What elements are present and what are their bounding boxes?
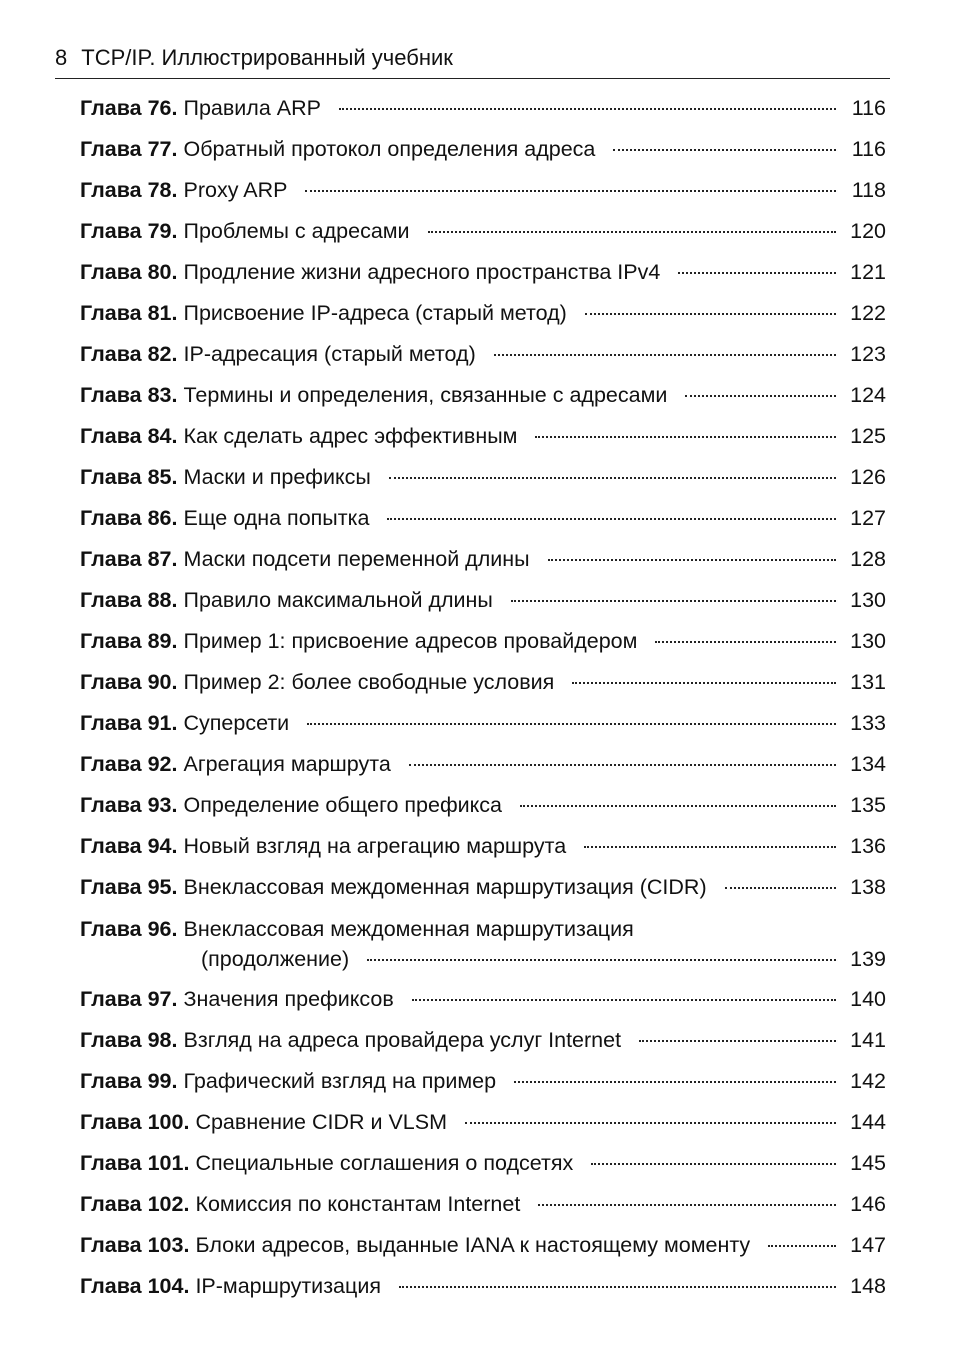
- chapter-title: Термины и определения, связанные с адресами: [183, 383, 668, 407]
- dot-leader: [412, 999, 836, 1001]
- chapter-title: IP-адресация (старый метод): [183, 342, 476, 366]
- chapter-title: Правило максимальной длины: [183, 588, 493, 612]
- chapter-title: Графический взгляд на пример: [183, 1069, 497, 1093]
- chapter-page-number: 131: [850, 670, 886, 694]
- toc-entry[interactable]: [80, 826, 886, 867]
- chapter-label: Глава 102.: [80, 1192, 190, 1216]
- chapter-page-number: 116: [851, 96, 886, 120]
- dot-leader: [572, 682, 836, 684]
- dot-leader: [465, 1122, 836, 1124]
- chapter-title: Как сделать адрес эффективным: [183, 424, 518, 448]
- dot-leader: [511, 600, 836, 602]
- dot-leader: [339, 108, 836, 110]
- toc-entry[interactable]: [80, 334, 886, 375]
- chapter-title-continued: (продолжение): [201, 947, 350, 971]
- chapter-page-number: 126: [850, 465, 886, 489]
- chapter-title: Правила ARP: [183, 96, 321, 120]
- chapter-page-number: 120: [850, 219, 886, 243]
- toc-entry[interactable]: [80, 375, 886, 416]
- chapter-label: Глава 87.: [80, 547, 178, 571]
- chapter-label: Глава 97.: [80, 987, 178, 1011]
- chapter-label: Глава 100.: [80, 1110, 190, 1134]
- chapter-label: Глава 90.: [80, 670, 178, 694]
- chapter-page-number: 144: [850, 1110, 886, 1134]
- dot-leader: [685, 395, 836, 397]
- chapter-title: Продление жизни адресного пространства IPv4: [183, 260, 661, 284]
- chapter-title: Комиссия по константам Internet: [195, 1192, 521, 1216]
- dot-leader: [387, 518, 836, 520]
- chapter-label: Глава 96.: [80, 917, 178, 941]
- chapter-title: Значения префиксов: [183, 987, 394, 1011]
- chapter-page-number: 141: [850, 1028, 886, 1052]
- chapter-title: Новый взгляд на агрегацию маршрута: [183, 834, 567, 858]
- chapter-label: Глава 104.: [80, 1274, 190, 1298]
- toc-entry[interactable]: [80, 1143, 886, 1184]
- chapter-label: Глава 99.: [80, 1069, 178, 1093]
- chapter-title: Внеклассовая междоменная маршрутизация: [183, 917, 634, 941]
- chapter-title: Специальные соглашения о подсетях: [195, 1151, 574, 1175]
- toc-entry[interactable]: [80, 1225, 886, 1266]
- dot-leader: [399, 1286, 836, 1288]
- toc-entry[interactable]: [80, 1102, 886, 1143]
- chapter-label: Глава 78.: [80, 178, 178, 202]
- toc-entry[interactable]: [80, 498, 886, 539]
- chapter-title: Маски и префиксы: [183, 465, 371, 489]
- chapter-label: Глава 93.: [80, 793, 178, 817]
- toc-entry[interactable]: [80, 1266, 886, 1307]
- chapter-page-number: 122: [850, 301, 886, 325]
- dot-leader: [494, 354, 836, 356]
- dot-leader: [591, 1163, 836, 1165]
- dot-leader: [367, 959, 836, 961]
- chapter-page-number: 125: [850, 424, 886, 448]
- toc-entry[interactable]: [80, 211, 886, 252]
- chapter-title: Присвоение IP-адреса (старый метод): [183, 301, 567, 325]
- chapter-page-number: 124: [850, 383, 886, 407]
- chapter-label: Глава 95.: [80, 875, 178, 899]
- table-of-contents: [80, 88, 886, 1307]
- chapter-title: Определение общего префикса: [183, 793, 503, 817]
- chapter-page-number: 146: [850, 1192, 886, 1216]
- toc-entry[interactable]: [80, 1184, 886, 1225]
- toc-entry[interactable]: [80, 908, 886, 979]
- chapter-label: Глава 103.: [80, 1233, 190, 1257]
- toc-entry[interactable]: [80, 88, 886, 129]
- toc-entry[interactable]: [80, 457, 886, 498]
- chapter-page-number: 127: [850, 506, 886, 530]
- chapter-page-number: 130: [850, 629, 886, 653]
- chapter-title: IP-маршрутизация: [195, 1274, 381, 1298]
- running-header: [55, 38, 890, 79]
- toc-entry[interactable]: [80, 744, 886, 785]
- chapter-page-number: 136: [850, 834, 886, 858]
- chapter-page-number: 148: [850, 1274, 886, 1298]
- dot-leader: [678, 272, 836, 274]
- chapter-label: Глава 80.: [80, 260, 178, 284]
- chapter-title: Маски подсети переменной длины: [183, 547, 530, 571]
- chapter-label: Глава 98.: [80, 1028, 178, 1052]
- toc-entry[interactable]: [80, 662, 886, 703]
- toc-entry[interactable]: [80, 252, 886, 293]
- chapter-title: Proxy ARP: [183, 178, 288, 202]
- toc-entry[interactable]: [80, 416, 886, 457]
- dot-leader: [768, 1245, 836, 1247]
- chapter-label: Глава 91.: [80, 711, 178, 735]
- toc-entry[interactable]: [80, 293, 886, 334]
- dot-leader: [613, 149, 836, 151]
- chapter-label: Глава 82.: [80, 342, 178, 366]
- dot-leader: [585, 313, 836, 315]
- chapter-page-number: 139: [850, 947, 886, 971]
- dot-leader: [535, 436, 836, 438]
- chapter-label: Глава 94.: [80, 834, 178, 858]
- toc-entry[interactable]: [80, 1061, 886, 1102]
- chapter-label: Глава 101.: [80, 1151, 190, 1175]
- chapter-title: Еще одна попытка: [183, 506, 370, 530]
- dot-leader: [305, 190, 836, 192]
- dot-leader: [584, 846, 836, 848]
- chapter-page-number: 128: [850, 547, 886, 571]
- chapter-page-number: 116: [851, 137, 886, 161]
- chapter-title: Внеклассовая междоменная маршрутизация (CIDR): [183, 875, 707, 899]
- chapter-title: Суперсети: [183, 711, 290, 735]
- dot-leader: [538, 1204, 836, 1206]
- dot-leader: [514, 1081, 836, 1083]
- chapter-label: Глава 76.: [80, 96, 178, 120]
- chapter-page-number: 118: [851, 178, 886, 202]
- dot-leader: [307, 723, 836, 725]
- chapter-label: Глава 81.: [80, 301, 178, 325]
- chapter-title: Проблемы с адресами: [183, 219, 410, 243]
- chapter-label: Глава 77.: [80, 137, 178, 161]
- chapter-page-number: 142: [850, 1069, 886, 1093]
- chapter-title: Пример 1: присвоение адресов провайдером: [183, 629, 638, 653]
- toc-entry[interactable]: [80, 621, 886, 662]
- dot-leader: [409, 764, 836, 766]
- chapter-page-number: 121: [850, 260, 886, 284]
- toc-entry[interactable]: [80, 703, 886, 744]
- chapter-page-number: 147: [850, 1233, 886, 1257]
- chapter-page-number: 145: [850, 1151, 886, 1175]
- chapter-label: Глава 84.: [80, 424, 178, 448]
- dot-leader: [655, 641, 836, 643]
- toc-entry[interactable]: [80, 867, 886, 908]
- toc-entry[interactable]: [80, 170, 886, 211]
- toc-entry[interactable]: [80, 979, 886, 1020]
- dot-leader: [520, 805, 836, 807]
- dot-leader: [725, 887, 836, 889]
- dot-leader: [428, 231, 836, 233]
- chapter-page-number: 130: [850, 588, 886, 612]
- page-number: 8: [55, 45, 68, 70]
- chapter-title: Пример 2: более свободные условия: [183, 670, 555, 694]
- chapter-title: Агрегация маршрута: [183, 752, 391, 776]
- chapter-label: Глава 79.: [80, 219, 178, 243]
- toc-entry[interactable]: [80, 129, 886, 170]
- chapter-page-number: 140: [850, 987, 886, 1011]
- chapter-title: Взгляд на адреса провайдера услуг Internet: [183, 1028, 622, 1052]
- chapter-label: Глава 86.: [80, 506, 178, 530]
- chapter-label: Глава 89.: [80, 629, 178, 653]
- chapter-title: Сравнение CIDR и VLSM: [195, 1110, 448, 1134]
- chapter-page-number: 123: [850, 342, 886, 366]
- chapter-label: Глава 83.: [80, 383, 178, 407]
- toc-entry[interactable]: [80, 785, 886, 826]
- chapter-title: Блоки адресов, выданные IANA к настоящему моменту: [195, 1233, 751, 1257]
- chapter-page-number: 138: [850, 875, 886, 899]
- toc-entry[interactable]: [80, 539, 886, 580]
- chapter-page-number: 134: [850, 752, 886, 776]
- dot-leader: [548, 559, 836, 561]
- chapter-page-number: 135: [850, 793, 886, 817]
- chapter-label: Глава 88.: [80, 588, 178, 612]
- dot-leader: [389, 477, 836, 479]
- toc-entry[interactable]: [80, 580, 886, 621]
- dot-leader: [639, 1040, 836, 1042]
- chapter-label: Глава 92.: [80, 752, 178, 776]
- chapter-label: Глава 85.: [80, 465, 178, 489]
- toc-entry[interactable]: [80, 1020, 886, 1061]
- chapter-page-number: 133: [850, 711, 886, 735]
- chapter-title: Обратный протокол определения адреса: [183, 137, 596, 161]
- book-title: TCP/IP. Иллюстрированный учебник: [81, 45, 453, 70]
